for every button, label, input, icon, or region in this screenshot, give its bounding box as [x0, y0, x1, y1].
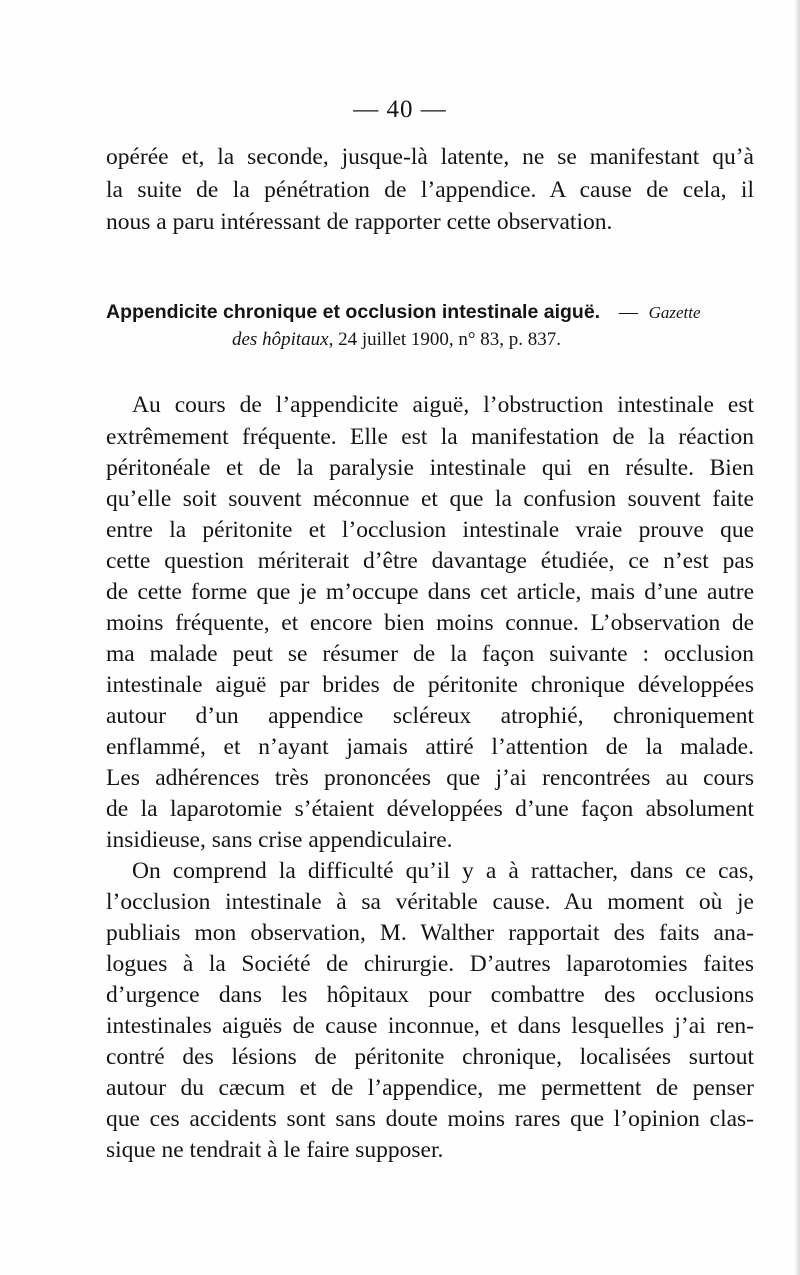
paragraph-line: autour d’un appendice scléreux atrophié, chroniquement [106, 703, 754, 729]
intro-line: nous a paru intéressant de rapporter cette observation. [106, 209, 613, 235]
heading-title: Appendicite chronique et occlusion intestinale aiguë. [106, 301, 601, 323]
paragraph-line: l’occlusion intestinale à sa véritable cause. Au moment où je [106, 889, 754, 915]
paragraph-line: ma malade peut se résumer de la façon suivante : occlusion [106, 641, 754, 667]
paragraph-line: enflammé, et n’ayant jamais attiré l’attention de la malade. [106, 734, 754, 760]
paragraph-line: qu’elle soit souvent méconnue et que la confusion souvent faite [106, 486, 754, 512]
paragraph-line: publiais mon observation, M. Walther rapportait des faits ana- [106, 920, 754, 946]
heading-journal-cont: des hôpitaux, [232, 329, 334, 350]
page-edge-shadow [794, 0, 800, 1275]
paragraph-line: entre la péritonite et l’occlusion intestinale vraie prouve que [106, 517, 754, 543]
heading-citation-line [232, 327, 561, 353]
paragraph-line: sique ne tendrait à le faire supposer. [106, 1137, 444, 1163]
paragraph-line: de la laparotomie s’étaient développées d’une façon absolument [106, 796, 754, 822]
paragraph-line: cette question mériterait d’être davantage étudiée, ce n’est pas [106, 548, 754, 574]
paragraph-line: insidieuse, sans crise appendiculaire. [106, 827, 453, 853]
page-number: — 40 — [353, 96, 447, 123]
section-heading [106, 298, 754, 327]
paragraph-line: contré des lésions de péritonite chronique, localisées surtout [106, 1044, 754, 1070]
heading-citation: 24 juillet 1900, n° 83, p. 837. [338, 329, 562, 350]
heading-dash: — [618, 302, 638, 323]
paragraph-line: de cette forme que je m’occupe dans cet article, mais d’une autre [106, 579, 754, 605]
paragraph-line: que ces accidents sont sans doute moins rares que l’opinion clas- [106, 1106, 754, 1132]
intro-line: opérée et, la seconde, jusque-là latente, ne se manifestant qu’à [106, 144, 754, 170]
paragraph-line: moins fréquente, et encore bien moins connue. L’observation de [106, 610, 754, 636]
paragraph-line: d’urgence dans les hôpitaux pour combattre des occlusions [106, 982, 754, 1008]
paragraph-line: logues à la Société de chirurgie. D’autres laparotomies faites [106, 951, 754, 977]
intro-line: la suite de la pénétration de l’appendice. A cause de cela, il [106, 177, 754, 203]
paragraph-line: intestinales aiguës de cause inconnue, et dans lesquelles j’ai ren- [106, 1013, 754, 1039]
paragraph-line: extrêmement fréquente. Elle est la manifestation de la réaction [106, 424, 754, 450]
paragraph-line: intestinale aiguë par brides de péritonite chronique développées [106, 672, 754, 698]
paragraph-line: Au cours de l’appendicite aiguë, l’obstruction intestinale est [132, 392, 754, 418]
paragraph-line: péritonéale et de la paralysie intestinale qui en résulte. Bien [106, 455, 754, 481]
heading-journal: Gazette [648, 303, 701, 322]
paragraph-line: autour du cæcum et de l’appendice, me permettent de penser [106, 1075, 754, 1101]
paragraph-line: On comprend la difficulté qu’il y a à rattacher, dans ce cas, [132, 858, 754, 884]
paragraph-line: Les adhérences très prononcées que j’ai rencontrées au cours [106, 765, 754, 791]
